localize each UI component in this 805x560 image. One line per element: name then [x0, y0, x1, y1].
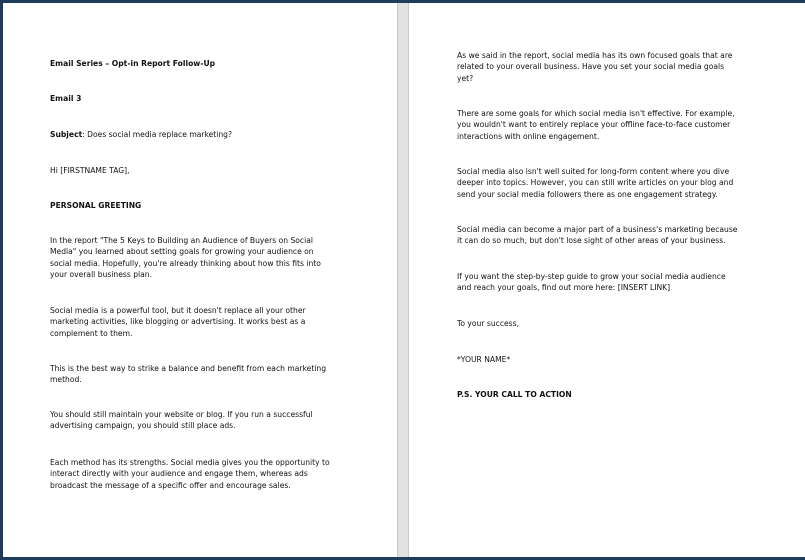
paragraph-3: This is the best way to strike a balance and benefit from each marketing method. — [50, 364, 327, 385]
signature: *YOUR NAME* — [457, 355, 511, 364]
paragraph-8: Social media also isn't well suited for long-form content where you dive deeper into topics. However, you can still write articles on your blog and send your social media followers there as one engagement strategy. — [457, 167, 734, 199]
email-number: Email 3 — [50, 94, 82, 103]
greeting: Hi [FIRSTNAME TAG], — [50, 166, 130, 175]
paragraph-6: As we said in the report, social media has its own focused goals that are related to your overall business. Have you set your social media goals yet? — [457, 51, 733, 83]
left-page — [3, 3, 397, 557]
paragraph-5: Each method has its strengths. Social media gives you the opportunity to interact directly with your audience and engage them, whereas ads broadcast the message of a specific offer and encourage sales. — [50, 458, 330, 490]
personal-greeting: PERSONAL GREETING — [50, 201, 142, 210]
paragraph-7: There are some goals for which social media isn't effective. For example, you wouldn't want to entirely replace your offline face-to-face customer interactions with online engagement. — [457, 109, 735, 141]
subject-label: Subject — [50, 130, 83, 139]
page-gutter — [397, 3, 409, 557]
paragraph-2: Social media is a powerful tool, but it doesn't replace all your other marketing activities, like blogging or advertising. It works best as a complement to them. — [50, 306, 306, 338]
paragraph-10: If you want the step-by-step guide to grow your social media audience and reach your goals, find out more here: [INSERT LINK] — [457, 272, 726, 293]
paragraph-1: In the report "The 5 Keys to Building an Audience of Buyers on Social Media" you learned about setting goals for growing your audience on social media. Hopefully, you're already thinking about how this fits into your overall business plan. — [50, 236, 321, 280]
subject-text: : Does social media replace marketing? — [82, 130, 233, 139]
series-title: Email Series – Opt-in Report Follow-Up — [50, 59, 216, 68]
closing: To your success, — [457, 319, 520, 328]
postscript: P.S. YOUR CALL TO ACTION — [457, 390, 572, 399]
right-page — [409, 3, 805, 557]
subject-line — [50, 129, 350, 140]
paragraph-4: You should still maintain your website or blog. If you run a successful advertising campaign, you should still place ads. — [50, 410, 313, 431]
paragraph-9: Social media can become a major part of a business's marketing because it can do so much, but don't lose sight of other areas of your business. — [457, 225, 738, 246]
